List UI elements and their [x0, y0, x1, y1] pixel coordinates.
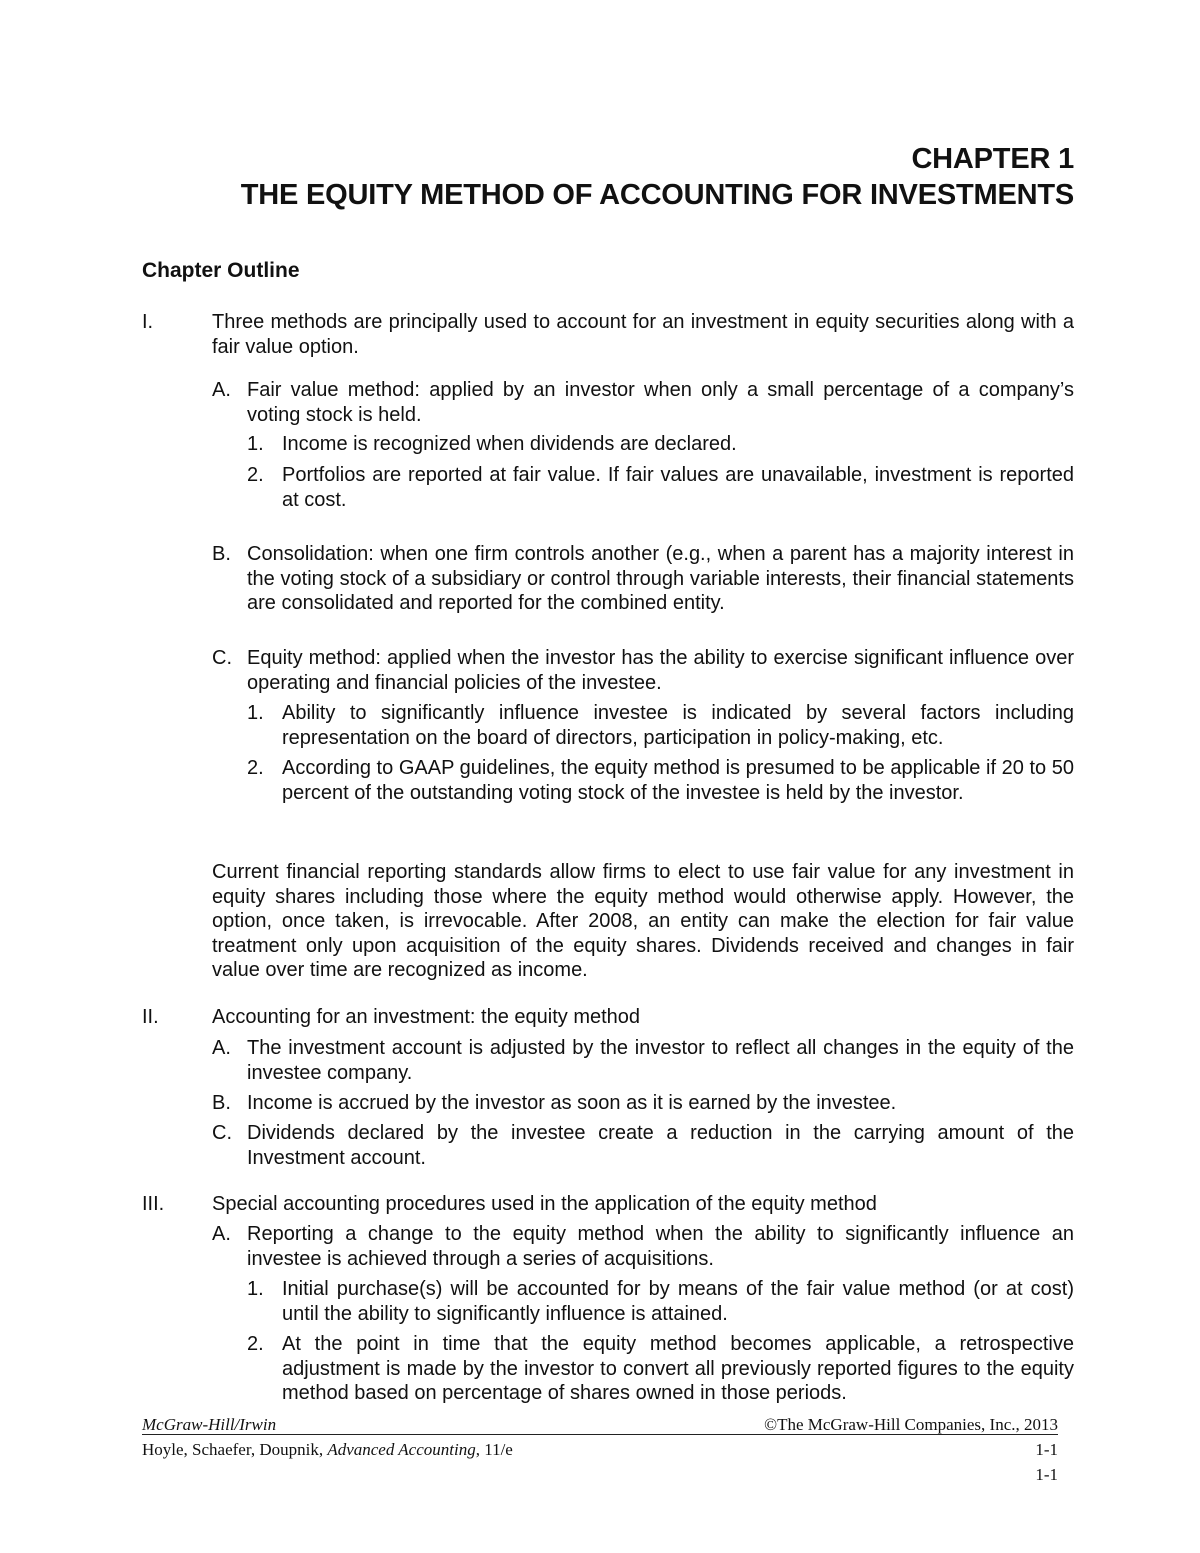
section-2-c-text: Dividends declared by the investee create a reduction in the carrying amount of the Investment account.	[247, 1122, 1074, 1169]
section-1-number: I.	[142, 311, 154, 333]
section-2-c-marker: C.	[212, 1122, 232, 1144]
section-1-c-1-marker: 1.	[247, 702, 264, 724]
outline-heading: Chapter Outline	[142, 259, 300, 282]
section-2-a-marker: A.	[212, 1037, 231, 1059]
footer-book-title: Advanced Accounting	[327, 1440, 476, 1459]
section-1-a-1-text: Income is recognized when dividends are declared.	[282, 433, 737, 455]
footer-copyright: ©The McGraw-Hill Companies, Inc., 2013	[764, 1415, 1058, 1434]
section-1-a-marker: A.	[212, 379, 231, 401]
section-1-c-marker: C.	[212, 647, 232, 669]
chapter-number: CHAPTER 1	[911, 143, 1074, 175]
section-3-a-1-text: Initial purchase(s) will be accounted for by means of the fair value method (or at cost) until the ability to significantly influence is attained.	[282, 1278, 1074, 1325]
footer-publisher: McGraw-Hill/Irwin	[142, 1415, 277, 1434]
section-2-text: Accounting for an investment: the equity method	[212, 1006, 641, 1028]
section-1-c-1-text: Ability to significantly influence investee is indicated by several factors including representation on the board of directors, participation in policy-making, etc.	[282, 702, 1074, 749]
section-1-c-2-marker: 2.	[247, 757, 264, 779]
section-3-a-text: Reporting a change to the equity method when the ability to significantly influence an investee is achieved through a series of acquisitions.	[247, 1223, 1074, 1270]
section-1-a-2-text: Portfolios are reported at fair value. If fair values are unavailable, investment is reported at cost.	[282, 464, 1074, 511]
section-2-number: II.	[142, 1006, 159, 1028]
section-3-a-marker: A.	[212, 1223, 231, 1245]
section-3-a-1-marker: 1.	[247, 1278, 264, 1300]
page-number: 1-1	[1035, 1465, 1058, 1484]
footer-page-number: 1-1	[1035, 1440, 1058, 1459]
section-2-a-text: The investment account is adjusted by the investor to reflect all changes in the equity of the investee company.	[247, 1037, 1074, 1084]
section-1-note: Current financial reporting standards allow firms to elect to use fair value for any investment in equity shares including those where the equity method would otherwise apply. However, the option, once taken, is irrevocable. After 2008, an entity can make the election for fair value treatment only upon acquisition of the equity shares. Dividends received and changes in fair value over time are recognized as income.	[212, 861, 1074, 981]
section-1-text: Three methods are principally used to account for an investment in equity securities along with a fair value option.	[212, 311, 1074, 358]
section-1-b-marker: B.	[212, 543, 231, 565]
section-1-a-2-marker: 2.	[247, 464, 264, 486]
footer-authors: Hoyle, Schaefer, Doupnik,	[142, 1440, 328, 1459]
section-1-c-text: Equity method: applied when the investor has the ability to exercise significant influence over operating and financial policies of the investee.	[247, 647, 1074, 694]
section-1-a-1-marker: 1.	[247, 433, 264, 455]
footer-divider	[142, 1434, 1058, 1435]
section-3-number: III.	[142, 1193, 165, 1215]
section-3-a-2-marker: 2.	[247, 1333, 264, 1355]
chapter-title: THE EQUITY METHOD OF ACCOUNTING FOR INVESTMENTS	[240, 179, 1074, 211]
section-3-a-2-text: At the point in time that the equity method becomes applicable, a retrospective adjustment is made by the investor to convert all previously reported figures to the equity method based on percentage of shares owned in those periods.	[282, 1333, 1074, 1404]
section-3-text: Special accounting procedures used in the application of the equity method	[212, 1193, 877, 1215]
section-2-b-marker: B.	[212, 1092, 231, 1114]
footer-citation	[142, 1440, 513, 1460]
section-1-c-2-text: According to GAAP guidelines, the equity method is presumed to be applicable if 20 to 50 percent of the outstanding voting stock of the investee is held by the investor.	[282, 757, 1074, 804]
section-1-b-text: Consolidation: when one firm controls another (e.g., when a parent has a majority interest in the voting stock of a subsidiary or control through variable interests, their financial statements are consolidated and reported for the combined entity.	[247, 543, 1074, 614]
section-1-a-text: Fair value method: applied by an investor when only a small percentage of a company’s voting stock is held.	[247, 379, 1074, 426]
section-2-b-text: Income is accrued by the investor as soon as it is earned by the investee.	[247, 1092, 897, 1114]
footer-edition: , 11/e	[475, 1440, 513, 1459]
